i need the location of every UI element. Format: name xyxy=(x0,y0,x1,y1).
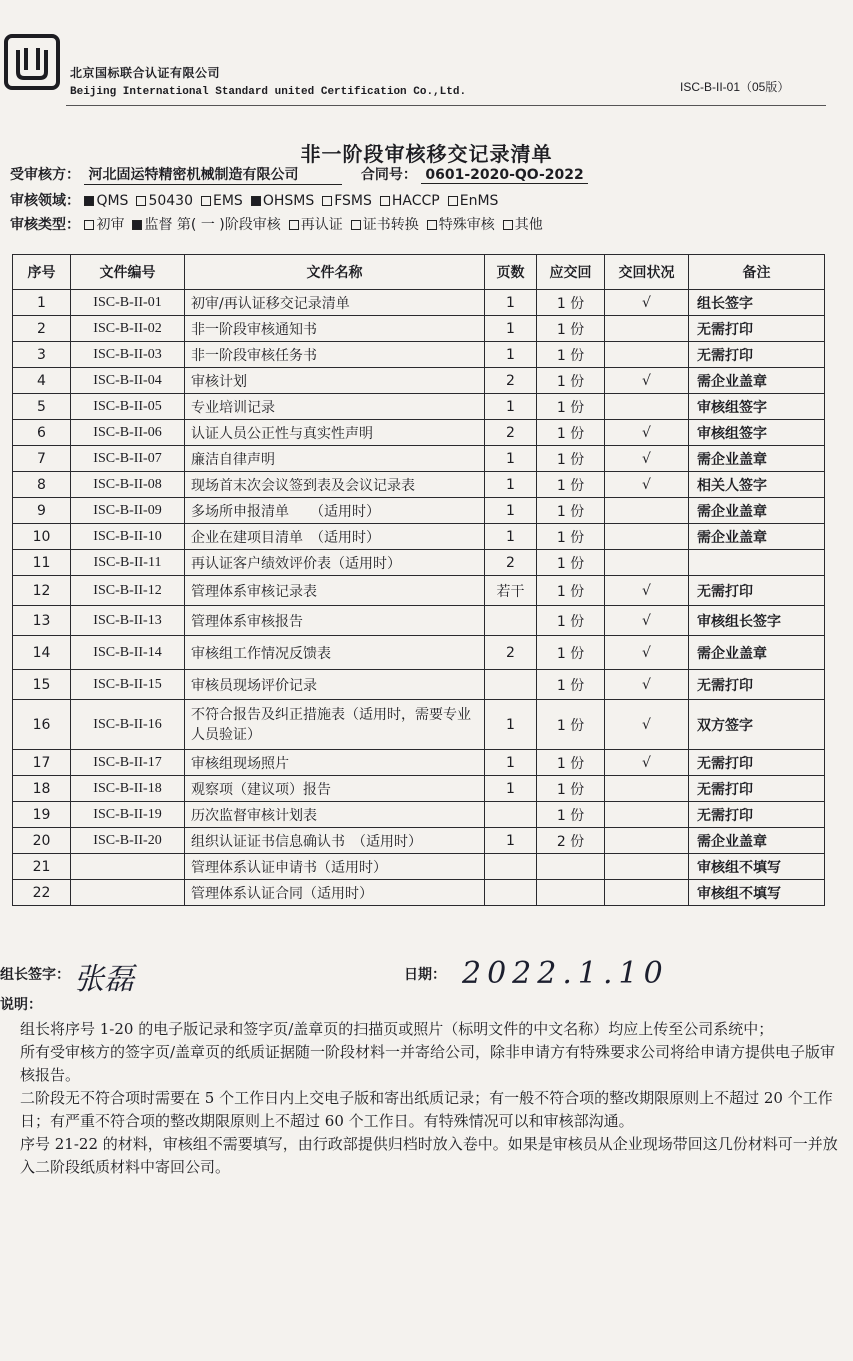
cell-name: 非一阶段审核任务书 xyxy=(185,342,485,368)
cell-status xyxy=(605,550,689,576)
domain-option[interactable] xyxy=(380,193,440,209)
company-logo xyxy=(4,34,60,90)
cell-no: 5 xyxy=(13,394,71,420)
cell-name: 审核组工作情况反馈表 xyxy=(185,636,485,670)
cell-note: 组长签字 xyxy=(689,290,825,316)
checkbox-empty-icon[interactable] xyxy=(136,196,146,206)
table-header-row xyxy=(13,255,825,290)
cell-copies xyxy=(537,880,605,906)
header-copies: 应交回 xyxy=(537,255,605,290)
cell-pages: 1 xyxy=(485,828,537,854)
cell-note: 需企业盖章 xyxy=(689,828,825,854)
table-row xyxy=(13,472,825,498)
date-label: 日期： xyxy=(404,967,446,983)
cell-code: ISC-B-II-04 xyxy=(71,368,185,394)
table-row xyxy=(13,550,825,576)
checkbox-empty-icon[interactable] xyxy=(84,220,94,230)
table-row xyxy=(13,342,825,368)
checkbox-checked-icon[interactable] xyxy=(251,196,261,206)
cell-code: ISC-B-II-09 xyxy=(71,498,185,524)
company-name-cn: 北京国标联合认证有限公司 xyxy=(70,66,221,80)
table-row xyxy=(13,750,825,776)
cell-status xyxy=(605,316,689,342)
cell-code: ISC-B-II-18 xyxy=(71,776,185,802)
notes-label: 说明： xyxy=(0,997,42,1013)
cell-name: 认证人员公正性与真实性声明 xyxy=(185,420,485,446)
cell-pages: 2 xyxy=(485,420,537,446)
cell-name: 观察项（建议项）报告 xyxy=(185,776,485,802)
header-code: 文件编号 xyxy=(71,255,185,290)
cell-copies: 1 份 xyxy=(537,472,605,498)
document-code: ISC-B-II-01（05版） xyxy=(680,80,790,94)
cell-copies: 1 份 xyxy=(537,700,605,750)
cell-note: 审核组不填写 xyxy=(689,854,825,880)
checkbox-empty-icon[interactable] xyxy=(427,220,437,230)
cell-no: 20 xyxy=(13,828,71,854)
cell-code: ISC-B-II-06 xyxy=(71,420,185,446)
table-row xyxy=(13,290,825,316)
cell-status xyxy=(605,342,689,368)
cell-name: 审核计划 xyxy=(185,368,485,394)
cell-status: √ xyxy=(605,606,689,636)
cell-code xyxy=(71,854,185,880)
contract-label: 合同号： xyxy=(360,167,417,183)
cell-code: ISC-B-II-10 xyxy=(71,524,185,550)
cell-no: 21 xyxy=(13,854,71,880)
checkbox-empty-icon[interactable] xyxy=(503,220,513,230)
checkbox-empty-icon[interactable] xyxy=(380,196,390,206)
cell-status: √ xyxy=(605,368,689,394)
header-note: 备注 xyxy=(689,255,825,290)
cell-copies: 1 份 xyxy=(537,316,605,342)
checkbox-empty-icon[interactable] xyxy=(351,220,361,230)
cell-pages: 2 xyxy=(485,636,537,670)
table-row xyxy=(13,670,825,700)
cell-note xyxy=(689,550,825,576)
cell-pages xyxy=(485,854,537,880)
cell-pages xyxy=(485,802,537,828)
table-row xyxy=(13,606,825,636)
type-option[interactable] xyxy=(289,214,343,234)
checkbox-empty-icon[interactable] xyxy=(201,196,211,206)
domain-option[interactable] xyxy=(84,193,128,209)
table-row xyxy=(13,828,825,854)
type-option-label: 初审 xyxy=(96,217,125,233)
cell-status: √ xyxy=(605,636,689,670)
cell-pages: 1 xyxy=(485,446,537,472)
cell-code: ISC-B-II-12 xyxy=(71,576,185,606)
cell-status xyxy=(605,854,689,880)
table-row xyxy=(13,802,825,828)
leader-sign-label: 组长签字： xyxy=(0,967,70,983)
cell-name: 不符合报告及纠正措施表（适用时，需要专业人员验证） xyxy=(185,700,485,750)
cell-status xyxy=(605,802,689,828)
cell-code: ISC-B-II-20 xyxy=(71,828,185,854)
cell-name: 廉洁自律声明 xyxy=(185,446,485,472)
cell-pages: 1 xyxy=(485,750,537,776)
cell-code: ISC-B-II-03 xyxy=(71,342,185,368)
cell-status xyxy=(605,394,689,420)
cell-no: 8 xyxy=(13,472,71,498)
cell-no: 15 xyxy=(13,670,71,700)
cell-copies: 1 份 xyxy=(537,670,605,700)
header-divider xyxy=(66,105,826,106)
note-item: 二阶段无不符合项时需要在 5 个工作日内上交电子版和寄出纸质记录；有一般不符合项的整改期限原则上不超过 20 个工作日；有严重不符合项的整改期限原则上不超过 60 个工作日。有特殊情况可以和审核部沟通。 xyxy=(20,1089,833,1130)
cell-status: √ xyxy=(605,290,689,316)
cell-copies: 2 份 xyxy=(537,828,605,854)
cell-name: 管理体系审核记录表 xyxy=(185,576,485,606)
cell-status: √ xyxy=(605,472,689,498)
cell-code: ISC-B-II-13 xyxy=(71,606,185,636)
type-option[interactable] xyxy=(132,214,280,234)
cell-name: 历次监督审核计划表 xyxy=(185,802,485,828)
domain-option[interactable] xyxy=(136,193,193,209)
table-row xyxy=(13,700,825,750)
table-row xyxy=(13,880,825,906)
header-name: 文件名称 xyxy=(185,255,485,290)
domain-option[interactable] xyxy=(201,193,243,209)
cell-code: ISC-B-II-02 xyxy=(71,316,185,342)
cell-note: 需企业盖章 xyxy=(689,498,825,524)
cell-note: 需企业盖章 xyxy=(689,368,825,394)
cell-status: √ xyxy=(605,446,689,472)
cell-copies: 1 份 xyxy=(537,524,605,550)
domain-options xyxy=(84,193,506,209)
cell-name: 管理体系审核报告 xyxy=(185,606,485,636)
table-row xyxy=(13,854,825,880)
auditee-line xyxy=(10,164,588,185)
type-option[interactable] xyxy=(84,214,124,234)
table-row xyxy=(13,446,825,472)
cell-code xyxy=(71,880,185,906)
cell-pages: 若干 xyxy=(485,576,537,606)
cell-note: 无需打印 xyxy=(689,802,825,828)
cell-no: 14 xyxy=(13,636,71,670)
cell-status: √ xyxy=(605,670,689,700)
table-row xyxy=(13,394,825,420)
cell-note: 需企业盖章 xyxy=(689,636,825,670)
cell-note: 需企业盖章 xyxy=(689,524,825,550)
cell-code: ISC-B-II-17 xyxy=(71,750,185,776)
cell-pages: 2 xyxy=(485,550,537,576)
table-row xyxy=(13,368,825,394)
cell-name: 再认证客户绩效评价表（适用时） xyxy=(185,550,485,576)
cell-status: √ xyxy=(605,700,689,750)
cell-no: 7 xyxy=(13,446,71,472)
logo-mark-icon xyxy=(12,42,52,82)
type-options xyxy=(84,217,550,233)
cell-code: ISC-B-II-01 xyxy=(71,290,185,316)
auditee-label: 受审核方： xyxy=(10,167,80,183)
domain-option[interactable] xyxy=(322,193,372,209)
cell-copies: 1 份 xyxy=(537,342,605,368)
cell-copies: 1 份 xyxy=(537,776,605,802)
notes-list xyxy=(20,1018,842,1179)
cell-pages: 1 xyxy=(485,342,537,368)
cell-name: 多场所申报清单 （适用时） xyxy=(185,498,485,524)
cell-copies: 1 份 xyxy=(537,420,605,446)
type-line xyxy=(10,214,551,234)
cell-code: ISC-B-II-11 xyxy=(71,550,185,576)
cell-note: 无需打印 xyxy=(689,776,825,802)
cell-no: 17 xyxy=(13,750,71,776)
cell-name: 现场首末次会议签到表及会议记录表 xyxy=(185,472,485,498)
cell-status xyxy=(605,776,689,802)
cell-copies: 1 份 xyxy=(537,394,605,420)
cell-code: ISC-B-II-19 xyxy=(71,802,185,828)
table-row xyxy=(13,316,825,342)
cell-copies: 1 份 xyxy=(537,606,605,636)
cell-copies: 1 份 xyxy=(537,446,605,472)
table-row xyxy=(13,636,825,670)
domain-line xyxy=(10,190,506,210)
domain-label: 审核领域： xyxy=(10,193,80,209)
domain-option-label: HACCP xyxy=(391,193,440,209)
cell-pages: 1 xyxy=(485,316,537,342)
cell-note: 相关人签字 xyxy=(689,472,825,498)
cell-name: 专业培训记录 xyxy=(185,394,485,420)
transfer-table xyxy=(12,254,825,906)
cell-code: ISC-B-II-05 xyxy=(71,394,185,420)
cell-name: 企业在建项目清单 （适用时） xyxy=(185,524,485,550)
cell-pages: 1 xyxy=(485,776,537,802)
cell-no: 2 xyxy=(13,316,71,342)
table-row xyxy=(13,524,825,550)
domain-option-label: QMS xyxy=(96,193,129,209)
type-option[interactable] xyxy=(503,214,543,234)
cell-name: 初审/再认证移交记录清单 xyxy=(185,290,485,316)
header-status: 交回状况 xyxy=(605,255,689,290)
cell-no: 12 xyxy=(13,576,71,606)
cell-copies: 1 份 xyxy=(537,802,605,828)
cell-copies: 1 份 xyxy=(537,368,605,394)
cell-name: 审核组现场照片 xyxy=(185,750,485,776)
checkbox-empty-icon[interactable] xyxy=(289,220,299,230)
cell-code: ISC-B-II-15 xyxy=(71,670,185,700)
cell-pages: 1 xyxy=(485,472,537,498)
cell-status xyxy=(605,498,689,524)
note-item: 序号 21-22 的材料，审核组不需要填写，由行政部提供归档时放入卷中。如果是审核员从企业现场带回这几份材料可一并放入二阶段纸质材料中寄回公司。 xyxy=(20,1135,838,1176)
type-option-label: 特殊审核 xyxy=(438,217,495,233)
cell-no: 1 xyxy=(13,290,71,316)
cell-note: 审核组长签字 xyxy=(689,606,825,636)
cell-pages xyxy=(485,880,537,906)
cell-code: ISC-B-II-08 xyxy=(71,472,185,498)
cell-copies xyxy=(537,854,605,880)
cell-pages: 1 xyxy=(485,290,537,316)
cell-copies: 1 份 xyxy=(537,636,605,670)
type-option-label: 监督 第( 一 )阶段审核 xyxy=(144,217,281,233)
cell-copies: 1 份 xyxy=(537,550,605,576)
contract-value: 0601-2020-QO-2022 xyxy=(421,167,587,184)
cell-pages: 1 xyxy=(485,524,537,550)
checkbox-checked-icon[interactable] xyxy=(132,220,142,230)
cell-name: 管理体系认证合同（适用时） xyxy=(185,880,485,906)
type-option-label: 其他 xyxy=(514,217,543,233)
domain-option-label: FSMS xyxy=(334,193,372,209)
type-label: 审核类型： xyxy=(10,217,80,233)
type-option-label: 再认证 xyxy=(300,217,343,233)
cell-status: √ xyxy=(605,750,689,776)
company-name-en: Beijing International Standard united Certification Co.,Ltd. xyxy=(70,86,467,98)
cell-copies: 1 份 xyxy=(537,290,605,316)
cell-copies: 1 份 xyxy=(537,576,605,606)
domain-option[interactable] xyxy=(448,193,499,209)
checkbox-checked-icon[interactable] xyxy=(84,196,94,206)
checkbox-empty-icon[interactable] xyxy=(448,196,458,206)
cell-name: 审核员现场评价记录 xyxy=(185,670,485,700)
cell-no: 10 xyxy=(13,524,71,550)
domain-option-label: 50430 xyxy=(148,193,193,209)
cell-name: 管理体系认证申请书（适用时） xyxy=(185,854,485,880)
cell-code: ISC-B-II-07 xyxy=(71,446,185,472)
cell-pages: 1 xyxy=(485,394,537,420)
table-row xyxy=(13,576,825,606)
cell-note: 无需打印 xyxy=(689,750,825,776)
cell-no: 13 xyxy=(13,606,71,636)
cell-no: 6 xyxy=(13,420,71,446)
cell-note: 审核组不填写 xyxy=(689,880,825,906)
cell-code: ISC-B-II-16 xyxy=(71,700,185,750)
cell-no: 22 xyxy=(13,880,71,906)
type-option[interactable] xyxy=(351,214,419,234)
cell-note: 需企业盖章 xyxy=(689,446,825,472)
table-row xyxy=(13,498,825,524)
domain-option[interactable] xyxy=(251,193,314,209)
note-item: 组长将序号 1-20 的电子版记录和签字页/盖章页的扫描页或照片（标明文件的中文名称）均应上传至公司系统中； xyxy=(20,1020,774,1038)
cell-note: 审核组签字 xyxy=(689,394,825,420)
cell-status xyxy=(605,524,689,550)
cell-status xyxy=(605,828,689,854)
cell-note: 无需打印 xyxy=(689,342,825,368)
cell-status: √ xyxy=(605,420,689,446)
cell-pages: 1 xyxy=(485,498,537,524)
cell-status xyxy=(605,880,689,906)
table-row xyxy=(13,776,825,802)
cell-note: 无需打印 xyxy=(689,670,825,700)
date-handwritten: 2022.1.10 xyxy=(462,956,669,991)
checkbox-empty-icon[interactable] xyxy=(322,196,332,206)
cell-pages xyxy=(485,670,537,700)
header-no: 序号 xyxy=(13,255,71,290)
domain-option-label: EMS xyxy=(213,193,243,209)
cell-no: 18 xyxy=(13,776,71,802)
cell-no: 11 xyxy=(13,550,71,576)
table-row xyxy=(13,420,825,446)
cell-no: 9 xyxy=(13,498,71,524)
cell-status: √ xyxy=(605,576,689,606)
domain-option-label: OHSMS xyxy=(262,193,315,209)
type-option[interactable] xyxy=(427,214,495,234)
auditee-value: 河北固运特精密机械制造有限公司 xyxy=(84,164,342,185)
cell-copies: 1 份 xyxy=(537,750,605,776)
cell-no: 19 xyxy=(13,802,71,828)
cell-no: 3 xyxy=(13,342,71,368)
cell-name: 组织认证证书信息确认书 （适用时） xyxy=(185,828,485,854)
cell-no: 16 xyxy=(13,700,71,750)
cell-no: 4 xyxy=(13,368,71,394)
cell-pages: 2 xyxy=(485,368,537,394)
leader-signature: 张磊 xyxy=(74,962,134,997)
cell-code: ISC-B-II-14 xyxy=(71,636,185,670)
cell-note: 无需打印 xyxy=(689,316,825,342)
page-title: 非一阶段审核移交记录清单 xyxy=(300,142,553,166)
cell-copies: 1 份 xyxy=(537,498,605,524)
header-pages: 页数 xyxy=(485,255,537,290)
cell-pages xyxy=(485,606,537,636)
type-option-label: 证书转换 xyxy=(362,217,419,233)
cell-pages: 1 xyxy=(485,700,537,750)
cell-note: 双方签字 xyxy=(689,700,825,750)
note-item: 所有受审核方的签字页/盖章页的纸质证据随一阶段材料一并寄给公司，除非申请方有特殊要求公司将给申请方提供电子版审核报告。 xyxy=(20,1043,836,1084)
cell-name: 非一阶段审核通知书 xyxy=(185,316,485,342)
cell-note: 无需打印 xyxy=(689,576,825,606)
cell-note: 审核组签字 xyxy=(689,420,825,446)
domain-option-label: EnMS xyxy=(459,193,499,209)
